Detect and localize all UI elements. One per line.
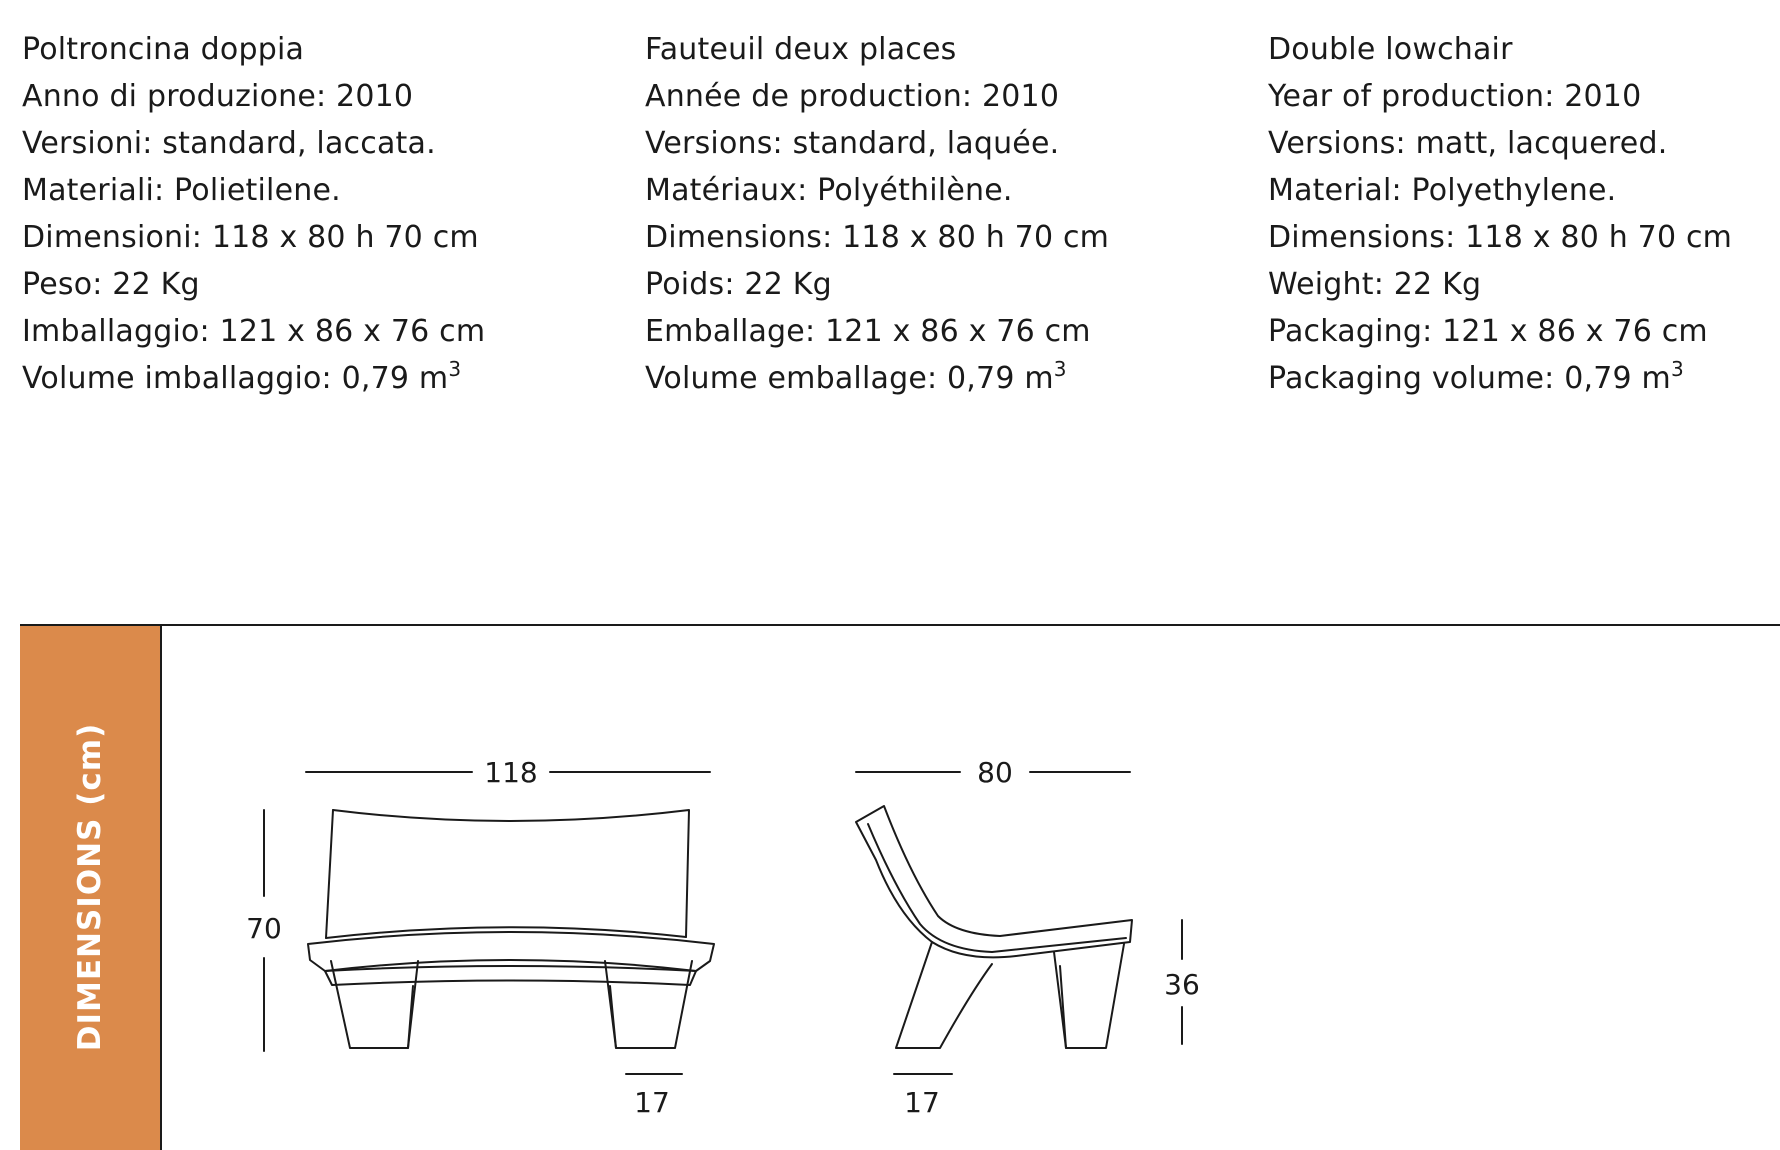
dimensions: Dimensions: 118 x 80 h 70 cm bbox=[645, 220, 1110, 255]
packaging: Packaging: 121 x 86 x 76 cm bbox=[1268, 314, 1708, 349]
front-backrest-left-edge bbox=[326, 810, 333, 938]
cubic-superscript: 3 bbox=[1670, 357, 1684, 381]
versions: Versions: matt, lacquered. bbox=[1268, 126, 1668, 161]
product-name: Fauteuil deux places bbox=[645, 32, 957, 67]
side-chair-shell bbox=[856, 806, 1132, 957]
side-seat-height-label: 36 bbox=[1164, 968, 1200, 1001]
spec-column-english bbox=[1268, 26, 1732, 402]
packaging: Imballaggio: 121 x 86 x 76 cm bbox=[22, 314, 486, 349]
spec-column-french bbox=[645, 26, 1109, 402]
side-leg-label: 17 bbox=[904, 1086, 940, 1119]
front-view-drawing bbox=[264, 772, 714, 1074]
weight: Peso: 22 Kg bbox=[22, 267, 200, 302]
packaging-volume bbox=[645, 355, 1109, 402]
front-height-label: 70 bbox=[246, 912, 282, 945]
weight: Weight: 22 Kg bbox=[1268, 267, 1482, 302]
cubic-superscript: 3 bbox=[1053, 357, 1067, 381]
front-leg-label: 17 bbox=[634, 1086, 670, 1119]
side-chair-inner-line bbox=[868, 824, 1126, 952]
production-year: Anno di produzione: 2010 bbox=[22, 79, 414, 114]
packaging-volume-label: Packaging volume: 0,79 m bbox=[1268, 361, 1671, 396]
front-right-leg-edge bbox=[610, 986, 616, 1048]
technical-drawings bbox=[20, 624, 1780, 1150]
weight: Poids: 22 Kg bbox=[645, 267, 832, 302]
side-view-drawing bbox=[856, 772, 1182, 1074]
packaging: Emballage: 121 x 86 x 76 cm bbox=[645, 314, 1091, 349]
product-name: Double lowchair bbox=[1268, 32, 1513, 67]
front-left-leg bbox=[331, 961, 418, 1048]
versions: Versions: standard, laquée. bbox=[645, 126, 1060, 161]
production-year: Année de production: 2010 bbox=[645, 79, 1060, 114]
cubic-superscript: 3 bbox=[448, 357, 462, 381]
materials: Materiali: Polietilene. bbox=[22, 173, 341, 208]
packaging-volume-label: Volume emballage: 0,79 m bbox=[645, 361, 1054, 396]
front-width-label: 118 bbox=[484, 756, 538, 789]
spec-column-italian bbox=[22, 26, 485, 402]
dimensions-band-label: DIMENSIONS (cm) bbox=[72, 722, 108, 1052]
front-seat-base bbox=[325, 966, 696, 985]
side-depth-label: 80 bbox=[977, 756, 1013, 789]
production-year: Year of production: 2010 bbox=[1268, 79, 1642, 114]
dimensions: Dimensioni: 118 x 80 h 70 cm bbox=[22, 220, 479, 255]
materials: Material: Polyethylene. bbox=[1268, 173, 1617, 208]
side-back-leg bbox=[896, 942, 992, 1048]
product-name: Poltroncina doppia bbox=[22, 32, 305, 67]
front-right-leg bbox=[605, 961, 692, 1048]
dimensions-panel bbox=[20, 624, 1780, 1150]
packaging-volume bbox=[1268, 355, 1732, 402]
packaging-volume bbox=[22, 355, 485, 402]
versions: Versioni: standard, laccata. bbox=[22, 126, 436, 161]
materials: Matériaux: Polyéthilène. bbox=[645, 173, 1013, 208]
front-backrest bbox=[333, 810, 689, 937]
packaging-volume-label: Volume imballaggio: 0,79 m bbox=[22, 361, 449, 396]
dimensions: Dimensions: 118 x 80 h 70 cm bbox=[1268, 220, 1733, 255]
